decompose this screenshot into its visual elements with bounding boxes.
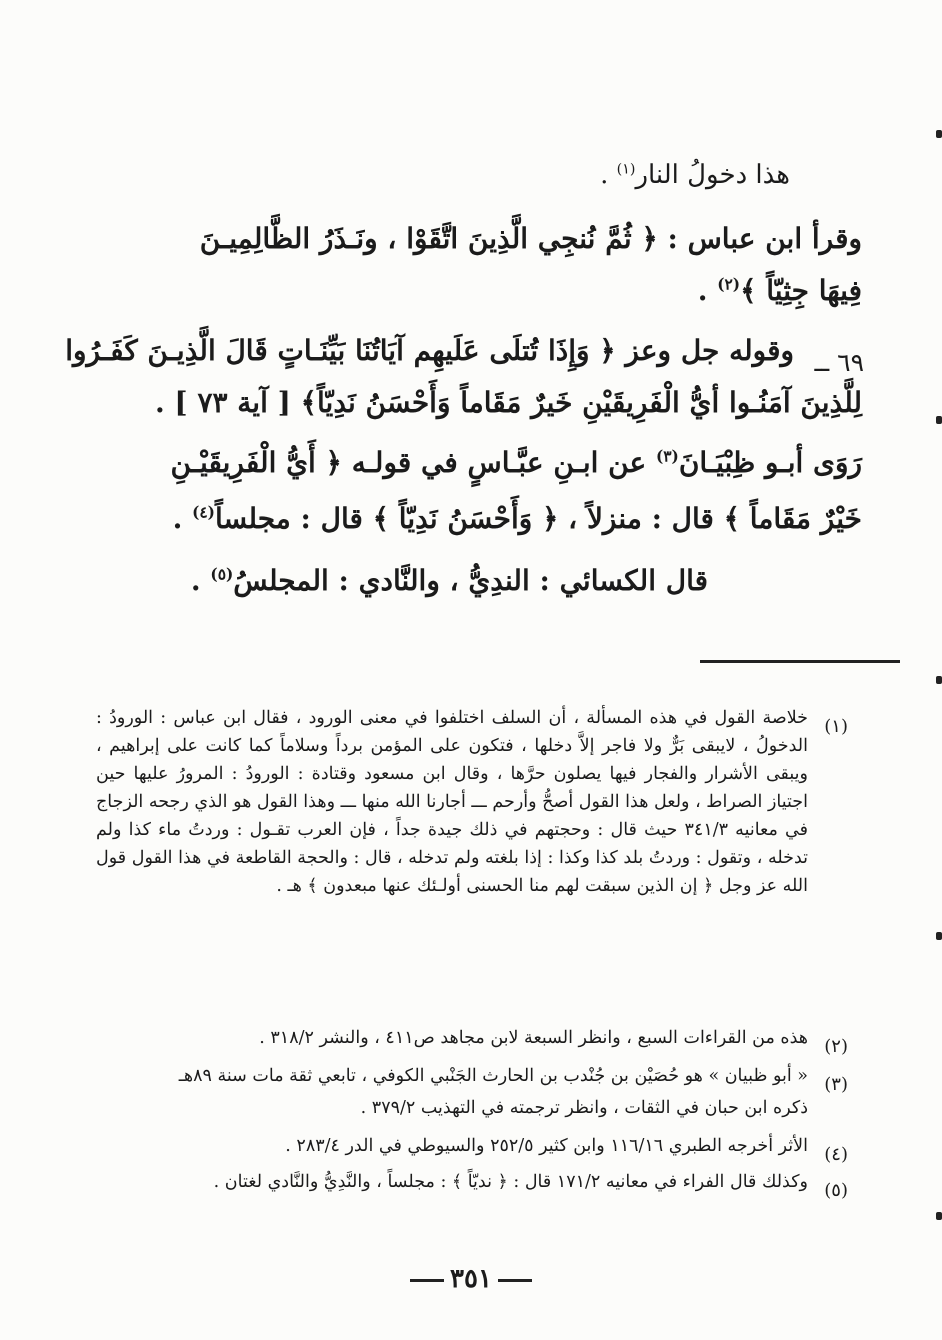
page-number [0,1264,942,1294]
body-text: خَيْرٌ مَقَاماً ﴾ قال : منزلاً ، ﴿ وَأَحْسَنُ نَدِيّاً ﴾ قال : مجلساً [214,502,862,535]
scan-edge-mark [936,416,942,424]
footnote-ref: (٥) [210,565,234,584]
punctuation: . [190,564,211,597]
punctuation: . [600,160,617,190]
footnote-number-2: (٢) [824,1036,848,1057]
body-text: وقوله جل وعز ﴿ وَإِذَا تُتلَى عَلَيهِم آيَاتُنَا بَيِّنَـاتٍ قَالَ الَّذِيـنَ كَفَـرُوا [65,334,794,367]
scan-edge-mark [936,932,942,940]
body-text: فِيهَا جِثِيّاً ﴾ [740,274,862,307]
footnote-1: خلاصة القول في هذه المسألة ، أن السلف اختلفوا في معنى الورود ، فقال ابن عباس : الورودُ : الدخولُ ، لايبقى بَرٌّ ولا فاجر إلاَّ دخلها ، فتكون على المؤمن برداً وسلاماً كما كانت على إبراهيم ، ويبقى الأشرار والفجار فيها يصلون حرَّها ، وقال ابن مسعود وقتادة : الورودُ : المرورُ عليها حين اجتياز الصراط ، ولعل هذا القول أصحُّ وأرحم ـــ أجارنا الله منها ـــ وهذا القول هو الذي رجحه الزجاج في معانيه ٣٤١/٣ حيث قال : وحجتهم في ذلك جيدة جداً ، فإن العرب تقـول : وردتُ ماء كذا ولم تدخله ، وتقول : وردتُ بلد كذا وكذا : إذا بلغته ولم تدخله ، قال : والحجة القاطعة في هذا القول قول الله عز وجل ﴿ إن الذين سبقت لهم منا الحسنى أولـئك عنها مبعدون ﴾ هـ . [96,708,808,896]
body-line-5 [155,386,862,419]
body-text: عن ابـنِ عبَّـاسٍ في قولـه ﴿ أَيُّ الْفَرِيقَيْـنِ [170,446,656,479]
body-line-4 [65,334,794,367]
footnote-number-4: (٤) [824,1144,848,1165]
footnote-ref: (١) [616,161,636,178]
footnote-4: الأثر أخرجه الطبري ١١٦/١٦ وابن كثير ٢٥٢/٥ والسيوطي في الدر ٢٨٣/٤ . [285,1136,808,1156]
body-text: لِلَّذِينَ آمَنُـوا أيُّ الْفَرِيقَيْنِ خَيرٌ مَقَاماً وَأَحْسَنُ نَدِيّاً﴾ [ آية ٧٣ ] . [154,386,862,419]
footnote-number-1: (١) [824,716,848,737]
footnote-3-line-2: ذكره ابن حبان في الثقات ، وانظر ترجمته في التهذيب ٣٧٩/٢ . [360,1098,808,1118]
footnote-ref: (٢) [717,275,741,294]
footnote-ref: (٤) [192,503,215,522]
footnote-5: وكذلك قال الفراء في معانيه ١٧١/٢ قال : ﴿ نديّاً ﴾ : مجلساً ، والنَّدِيُّ والنَّادي لغتان . [213,1172,808,1192]
body-text: هذا دخولُ النار [635,160,790,190]
body-line-1 [600,160,790,190]
body-text: قال الكسائي : الندِيُّ ، والنَّادي : المجلسُ [233,564,708,597]
body-line-2 [200,222,862,255]
scan-edge-mark [936,130,942,138]
page-number-dash-right [498,1279,532,1282]
footnote-number-5: (٥) [824,1180,848,1201]
page-number-text: ٣٥١ [450,1264,492,1294]
footnote-3-line-1: « أبو ظبيان » هو حُصَيْن بن جُنْدب بن الحارث الجَنْبي الكوفي ، تابعي ثقة مات سنة ٨٩هـ [178,1066,808,1086]
scan-edge-mark [936,1212,942,1220]
body-line-6 [171,446,863,479]
footnote-separator [700,660,900,663]
body-text: وقرأ ابن عباس : ﴿ ثُمَّ نُنجِي الَّذِينَ اتَّقَوْا ، ونَـذَرُ الظَّالِمِيـنَ [199,222,862,255]
footnote-2: هذه من القراءات السبع ، وانظر السبعة لابن مجاهد ص٤١١ ، والنشر ٣١٨/٢ . [259,1028,808,1048]
page-number-dash-left [410,1279,444,1282]
body-line-7 [173,502,862,535]
verse-number: ٦٩ ــ [814,348,864,377]
footnote-ref: (٣) [655,447,679,466]
body-text: رَوَى أبـو ظِبْيَـانَ [678,446,862,479]
body-line-3 [698,274,862,307]
punctuation: . [172,502,193,535]
body-line-8 [191,564,708,597]
scan-edge-mark [936,676,942,684]
punctuation: . [697,274,718,307]
footnote-number-3: (٣) [824,1074,848,1095]
